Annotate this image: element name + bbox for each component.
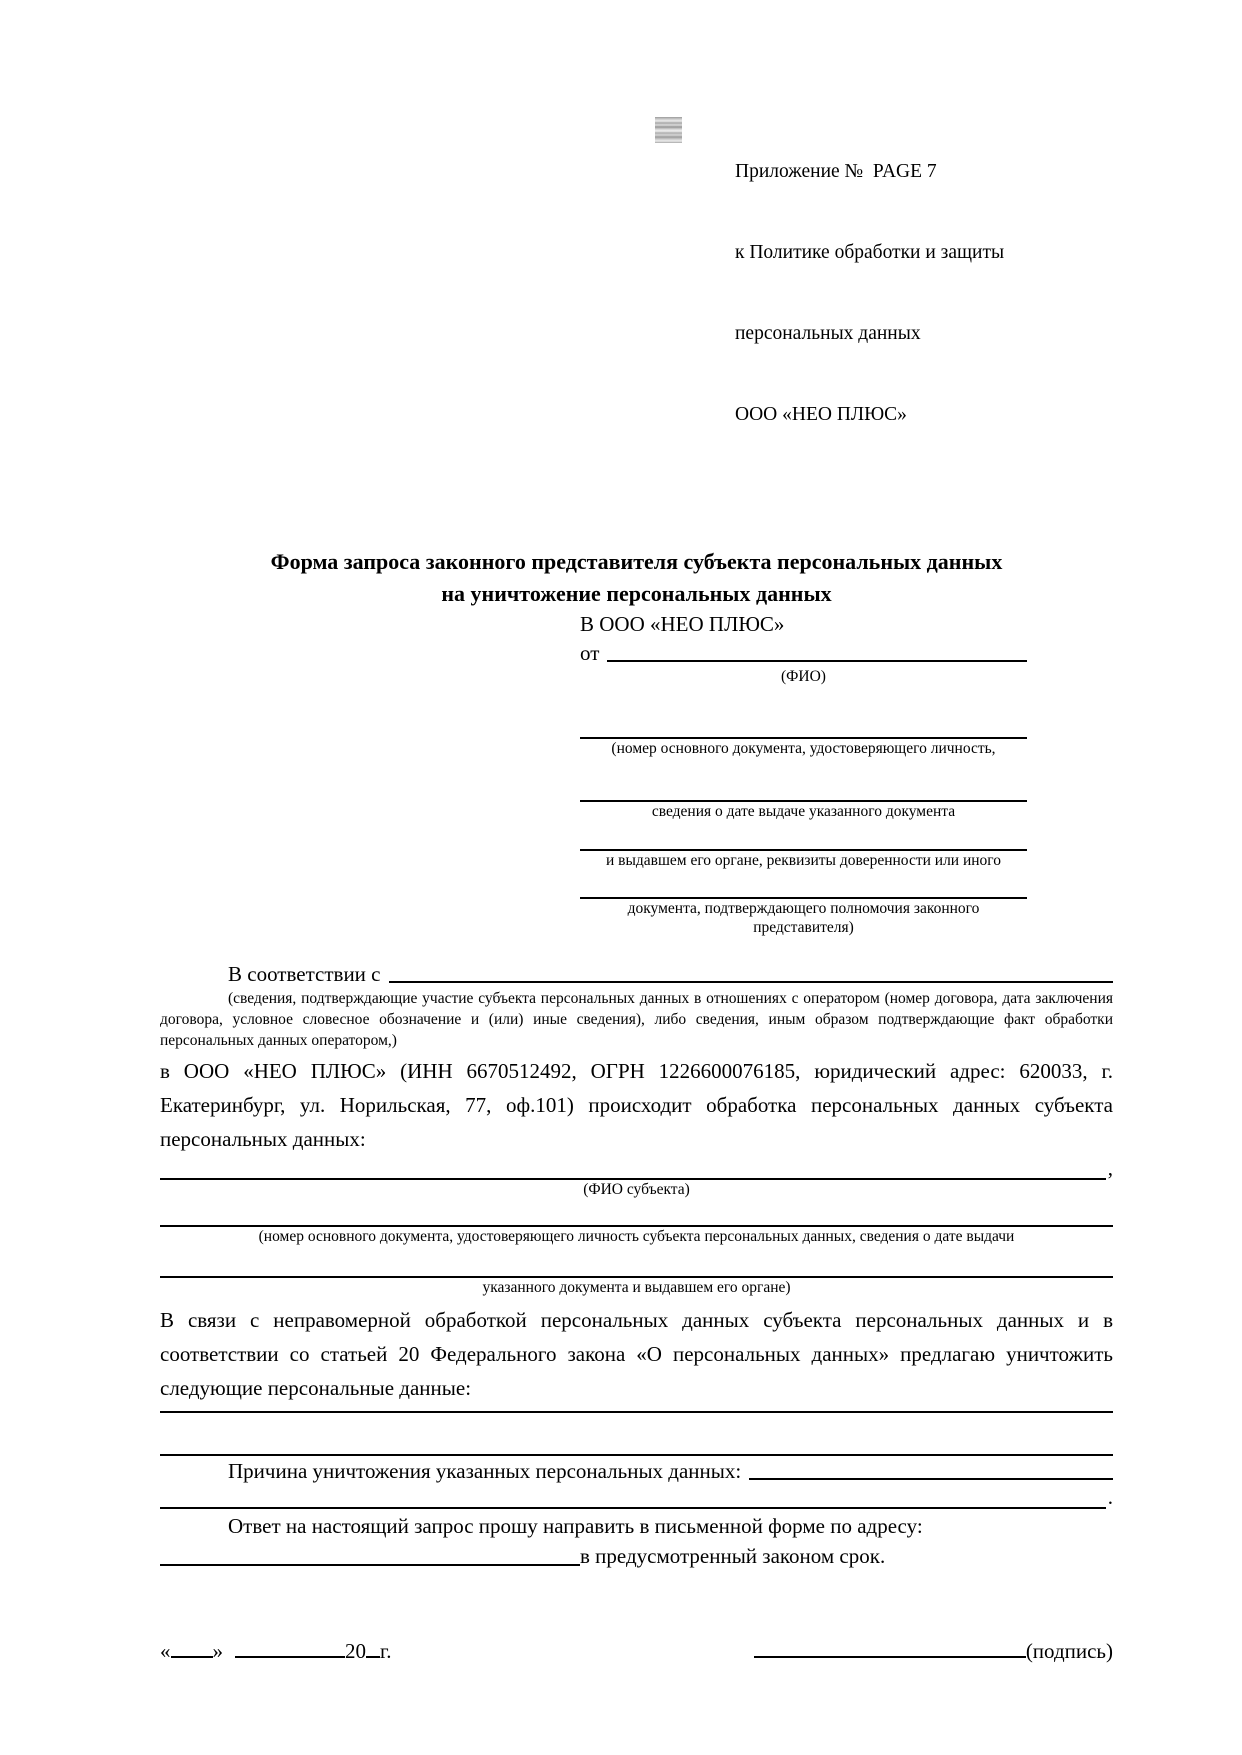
reason-continuation-blank-field[interactable] [160, 1485, 1106, 1509]
doc-issuer-blank-field[interactable] [580, 821, 1027, 851]
data-to-destroy-blank-field-2[interactable] [160, 1413, 1113, 1456]
reply-term-text: в предусмотренный законом срок. [580, 1544, 886, 1568]
reason-period: . [1107, 1485, 1113, 1509]
appendix-header [735, 0, 1113, 482]
accordance-note: (сведения, подтверждающие участие субъекта персональных данных в отношениях с оператором (номер договора, дата заключения договора, условное словесное обозначение и (или) иные сведения), либо сведения, иным образом подтверждающие факт обработки персональных данных оператором,) [160, 990, 1113, 1049]
year-suffix: г. [380, 1639, 392, 1663]
data-to-destroy-blank-field-1[interactable] [160, 1405, 1113, 1413]
representative-fio-blank-field[interactable] [607, 639, 1027, 662]
subject-fio-caption: (ФИО субъекта) [583, 1181, 690, 1198]
date-signature-row [160, 1634, 1113, 1665]
subject-doc-issuer-blank-field[interactable] [160, 1246, 1113, 1278]
policy-reference-line: к Политике обработки и защиты [735, 242, 1005, 263]
addressee-block [580, 610, 1027, 937]
year-prefix: 20 [345, 1639, 366, 1663]
signature-group [754, 1634, 1113, 1665]
subject-fio-comma: , [1107, 1156, 1113, 1180]
reply-address-blank-field[interactable] [160, 1541, 580, 1566]
authority-doc-caption: документа, подтверждающего полномочия законного представителя) [627, 900, 980, 936]
accordance-row [160, 960, 1113, 988]
doc-issuer-caption: и выдавшем его органе, реквизиты доверенности или иного [605, 852, 1002, 869]
reply-request-line: Ответ на настоящий запрос прошу направить в письменной форме по адресу: [228, 1514, 923, 1538]
day-blank-field[interactable] [171, 1634, 213, 1658]
from-label: от [580, 641, 600, 665]
authority-doc-blank-field[interactable] [580, 870, 1027, 899]
policy-reference-line2: персональных данных [735, 323, 921, 344]
fio-caption: (ФИО) [781, 668, 826, 685]
month-blank-field[interactable] [235, 1634, 345, 1658]
representative-doc-number-blank-field[interactable] [580, 686, 1027, 739]
subject-fio-blank-field[interactable] [160, 1160, 1106, 1180]
date-quote-open: « [160, 1639, 171, 1663]
reason-label: Причина уничтожения указанных персональных данных: [228, 1459, 742, 1483]
document-content [160, 0, 1113, 1665]
destruction-paragraph: В связи с неправомерной обработкой персональных данных субъекта персональных данных и в соответствии со статьей 20 Федерального закона «О персональных данных» предлагаю уничтожить следующие персональные данные: [160, 1308, 1113, 1400]
subject-doc-blank-field[interactable] [160, 1199, 1113, 1227]
date-group [160, 1634, 392, 1665]
accordance-label: В соответствии с [228, 962, 381, 986]
signature-caption: (подпись) [1025, 1639, 1113, 1663]
subject-fio-row [160, 1156, 1113, 1180]
document-title-line1: Форма запроса законного представителя субъекта персональных данных [270, 549, 1003, 574]
appendix-number-line: Приложение № PAGE 7 [735, 161, 937, 182]
date-quote-close: » [212, 1639, 223, 1663]
subject-doc-caption-line1: (номер основного документа, удостоверяющего личность субъекта персональных данных, сведения о дате выдачи [258, 1228, 1015, 1245]
reason-continuation-row [160, 1485, 1113, 1509]
document-title-line2: на уничтожение персональных данных [441, 581, 832, 606]
from-row [580, 639, 1027, 667]
doc-issue-date-caption: сведения о дате выдаче указанного документа [651, 803, 956, 820]
signature-blank-field[interactable] [754, 1634, 1026, 1658]
doc-issue-date-blank-field[interactable] [580, 758, 1027, 802]
addressee-company: В ООО «НЕО ПЛЮС» [580, 612, 785, 636]
document-title [160, 546, 1113, 610]
operator-paragraph: в ООО «НЕО ПЛЮС» (ИНН 6670512492, ОГРН 1226600076185, юридический адрес: 620033, г. Екатеринбург, ул. Норильская, 77, оф.101) происходит обработка персональных данных субъекта персональных данных: [160, 1059, 1113, 1151]
accordance-blank-field[interactable] [389, 960, 1114, 983]
reason-row [160, 1457, 1113, 1485]
company-name-line: ООО «НЕО ПЛЮС» [735, 404, 907, 425]
year-blank-field[interactable] [366, 1634, 380, 1658]
doc-number-caption: (номер основного документа, удостоверяющего личность, [611, 740, 996, 757]
reply-address-row [160, 1541, 1113, 1571]
subject-doc-caption-line2: указанного документа и выдавшем его органе) [482, 1279, 791, 1296]
reason-blank-field[interactable] [749, 1457, 1113, 1480]
